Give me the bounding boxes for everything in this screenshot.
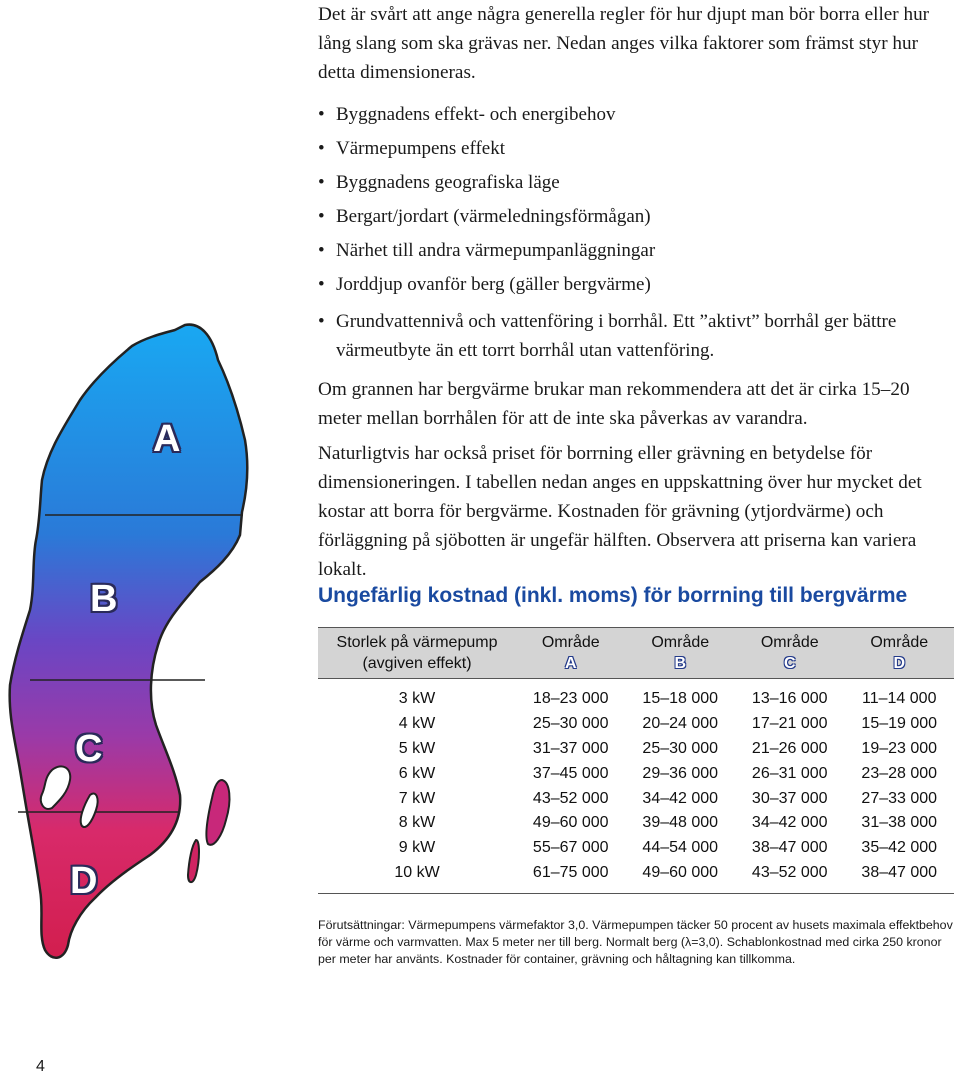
footnote: Förutsättningar: Värmepumpens värmefaktor 3,0. Värmepumpen täcker 50 procent av husets maximala effektbehov för värme och varmvatten. Max 5 meter ner till berg. Normalt berg (λ=3,0). Schablonkostnad med cirka 250 kronor per meter har använts. Kostnader för container, grävning och håltagning kan tillkomma. [318, 918, 953, 966]
table-row [318, 811, 954, 836]
header-size [318, 628, 516, 679]
header-area-letter: B [674, 655, 687, 672]
cell-b: 39–48 000 [642, 814, 719, 832]
cell-size: 10 kW [318, 861, 516, 894]
factor-item: • Bergart/jordart (värmeledningsförmågan) [318, 205, 958, 229]
header-area-label: Område [651, 634, 710, 651]
cell-a: 31–37 000 [532, 739, 609, 757]
cell-size: 8 kW [398, 814, 436, 832]
cell-c: 30–37 000 [751, 789, 828, 807]
cell-a: 43–52 000 [532, 789, 609, 807]
sweden-map-graphic [0, 300, 270, 980]
cell-c: 38–47 000 [751, 839, 828, 857]
header-area-letter: A [564, 655, 577, 672]
cell-d: 15–19 000 [861, 715, 938, 733]
cell-a: 18–23 000 [532, 690, 609, 708]
cell-d: 31–38 000 [861, 814, 938, 832]
table-row [318, 679, 954, 712]
cell-size: 3 kW [398, 690, 436, 708]
cell-c: 43–52 000 [735, 861, 845, 894]
neighbor-paragraph: Om grannen har bergvärme brukar man rekommendera att det är cirka 15–20 meter mellan borrhålen för att de inte ska påverkas av varandra. [318, 379, 910, 429]
cell-c: 17–21 000 [751, 715, 828, 733]
table-row [318, 836, 954, 861]
cell-c: 13–16 000 [751, 690, 828, 708]
header-area-label: Område [760, 634, 819, 651]
island-gotland [206, 780, 229, 845]
table-row [318, 712, 954, 737]
header-area-label: Område [541, 634, 600, 651]
cell-b: 49–60 000 [626, 861, 736, 894]
header-area-d [845, 628, 955, 679]
header-area-letter: D [893, 655, 906, 672]
table-row [318, 786, 954, 811]
cell-d: 11–14 000 [862, 690, 937, 708]
header-area-c [735, 628, 845, 679]
text-column [318, 0, 958, 584]
cell-size: 6 kW [398, 764, 436, 782]
cell-a: 49–60 000 [532, 814, 609, 832]
price-paragraph: Naturligtvis har också priset för borrning eller grävning en betydelse för dimensioneringen. I tabellen nedan anges en uppskattning över hur mycket det kostar att borra för bergvärme. Kostnaden för grävning (ytjordvärme) och förläggning på sjöbotten är ungefär hälften. Observera att priserna kan variera lokalt. [318, 443, 922, 580]
cell-b: 29–36 000 [642, 764, 719, 782]
island-oland [188, 840, 199, 882]
header-area-b [626, 628, 736, 679]
cell-d: 23–28 000 [861, 764, 938, 782]
cell-b: 20–24 000 [642, 715, 719, 733]
zone-label-c: C [75, 728, 103, 770]
zone-label-a: A [153, 418, 181, 460]
cell-c: 26–31 000 [751, 764, 828, 782]
factor-item: • Grundvattennivå och vattenföring i borrhål. Ett ”aktivt” borrhål ger bättre värmeutbyte än ett torrt borrhål utan vattenföring. [318, 307, 958, 365]
cell-d: 19–23 000 [861, 739, 938, 757]
table-header-row [318, 628, 954, 679]
cell-d: 35–42 000 [861, 839, 938, 857]
zone-label-b: B [90, 578, 118, 620]
cost-table [318, 627, 954, 894]
header-area-a [516, 628, 626, 679]
cell-c: 21–26 000 [751, 739, 828, 757]
cell-c: 34–42 000 [751, 814, 828, 832]
cell-size: 4 kW [398, 715, 436, 733]
section-title: Ungefärlig kostnad (inkl. moms) för borrning till bergvärme [318, 584, 908, 607]
table-row [318, 761, 954, 786]
factor-item: • Byggnadens effekt- och energibehov [318, 103, 958, 127]
table-row [318, 737, 954, 762]
zone-label-d: D [70, 860, 98, 902]
cell-size: 5 kW [398, 739, 436, 757]
cell-a: 37–45 000 [532, 764, 609, 782]
cell-b: 15–18 000 [642, 690, 719, 708]
header-size-line1: Storlek på värmepump [336, 634, 498, 651]
table-row [318, 861, 954, 894]
cell-size: 7 kW [398, 789, 436, 807]
cell-a: 61–75 000 [516, 861, 626, 894]
cell-d: 27–33 000 [861, 789, 938, 807]
cell-a: 25–30 000 [532, 715, 609, 733]
factor-item: • Jorddjup ovanför berg (gäller bergvärme) [318, 273, 958, 297]
header-size-line2: (avgiven effekt) [362, 655, 472, 672]
header-area-letter: C [783, 655, 796, 672]
intro-paragraph: Det är svårt att ange några generella regler för hur djupt man bör borra eller hur lång slang som ska grävas ner. Nedan anges vilka faktorer som främst styr hur detta dimensioneras. [318, 4, 930, 83]
factor-item: • Byggnadens geografiska läge [318, 171, 958, 195]
cell-b: 34–42 000 [642, 789, 719, 807]
page-number: 4 [36, 1058, 45, 1075]
header-area-label: Område [870, 634, 929, 651]
factor-item: • Närhet till andra värmepumpanläggningar [318, 239, 958, 263]
cell-size: 9 kW [398, 839, 436, 857]
factor-list [318, 103, 958, 365]
cell-a: 55–67 000 [532, 839, 609, 857]
sweden-zone-map [0, 300, 270, 980]
cell-b: 44–54 000 [642, 839, 719, 857]
cell-b: 25–30 000 [642, 739, 719, 757]
sweden-outline [10, 325, 248, 958]
cell-d: 38–47 000 [845, 861, 955, 894]
factor-item: • Värmepumpens effekt [318, 137, 958, 161]
